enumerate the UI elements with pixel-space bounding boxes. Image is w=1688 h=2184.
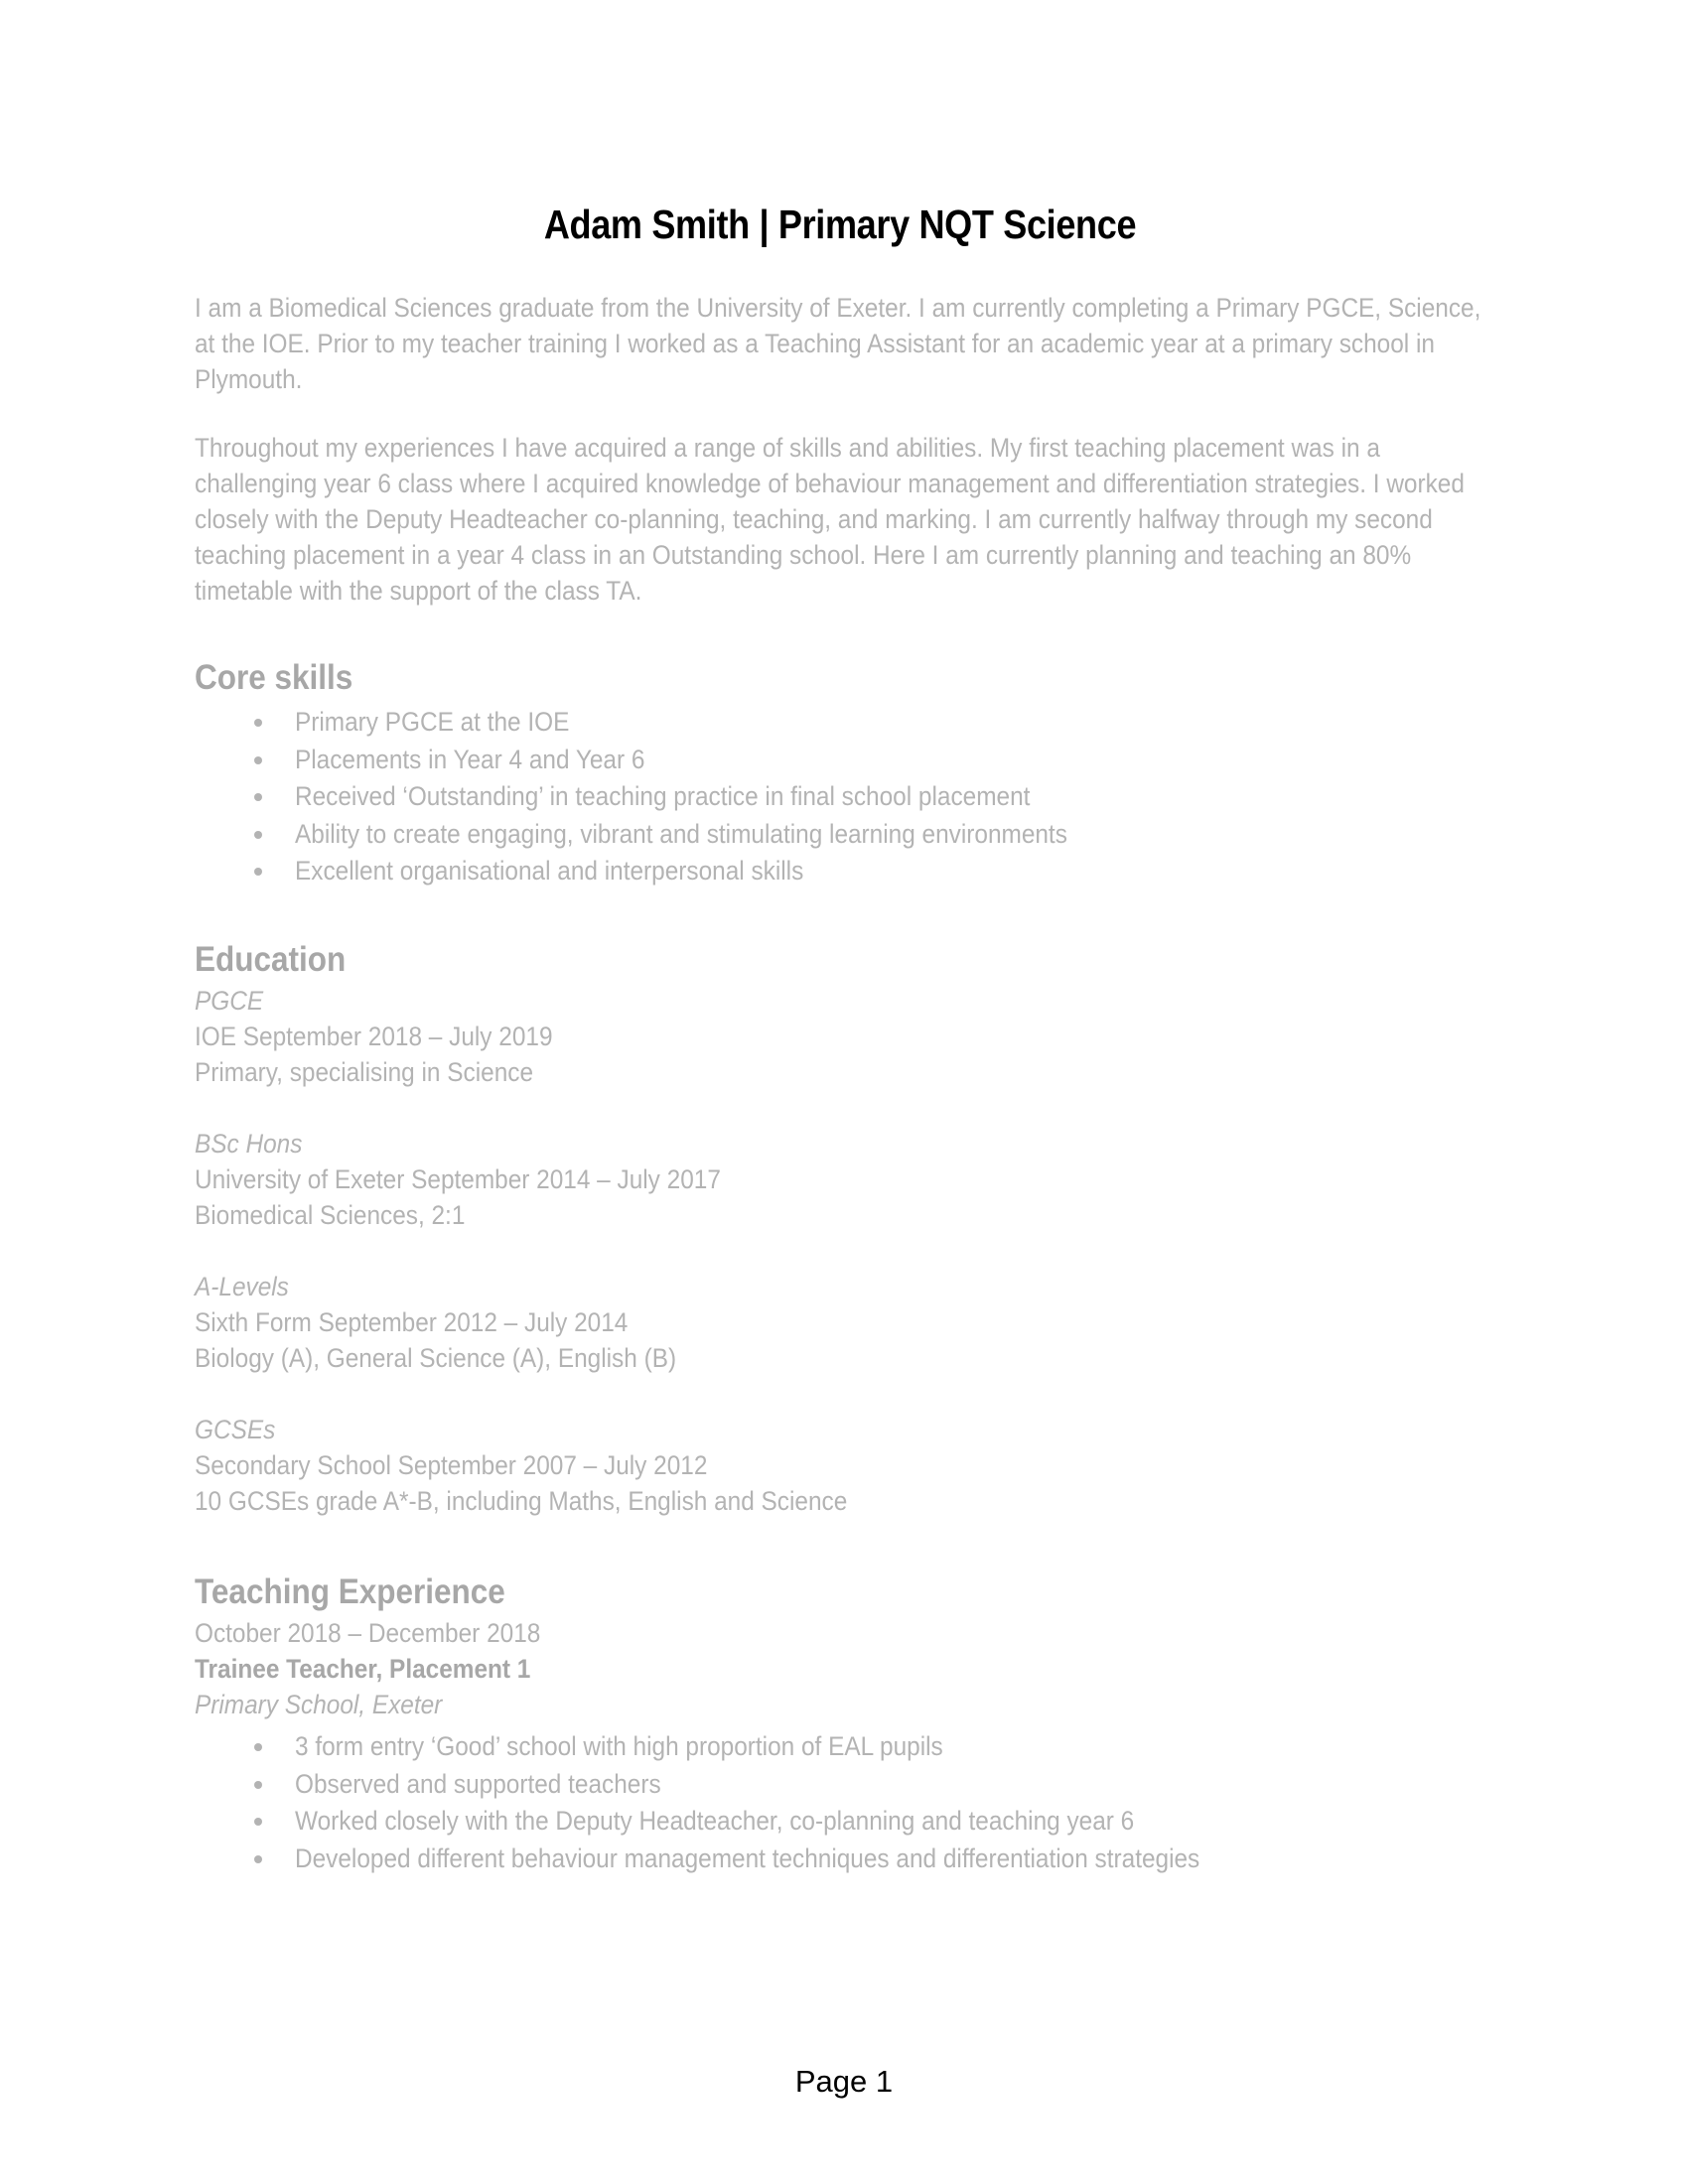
intro-paragraph-2: Throughout my experiences I have acquired a range of skills and abilities. My first teaching placement was in a challenging year 6 class where I acquired knowledge of behaviour management and differentiation strategies. I worked closely with the Deputy Headteacher co-planning, teaching, and marking. I am currently halfway through my second teaching placement in a year 4 class in an Outstanding school. Here I am currently planning and teaching an 80% timetable with the support of the class TA. <box>195 433 1465 607</box>
education-qualification: PGCE <box>195 986 264 1017</box>
list-item <box>195 1803 1485 1841</box>
list-item-label: Excellent organisational and interpersonal skills <box>295 856 804 887</box>
education-qualification: BSc Hons <box>195 1129 303 1160</box>
list-item-label: Placements in Year 4 and Year 6 <box>295 744 645 774</box>
list-item <box>195 1766 1485 1804</box>
bullet-dot-icon <box>254 1781 262 1789</box>
page-title: Adam Smith | Primary NQT Science <box>543 202 1137 247</box>
list-item-label: Received ‘Outstanding’ in teaching practice in final school placement <box>295 781 1031 812</box>
bullet-dot-icon <box>254 1855 262 1863</box>
list-item <box>195 742 1485 779</box>
intro-paragraph-1: I am a Biomedical Sciences graduate from the University of Exeter. I am currently completing a Primary PGCE, Science, at the IOE. Prior to my teacher training I worked as a Teaching Assistant for an academic year at a primary school in Plymouth. <box>195 293 1481 395</box>
list-item <box>195 704 1485 742</box>
list-item <box>195 1841 1485 1878</box>
education-entry <box>195 983 1485 1090</box>
bullet-dot-icon <box>254 868 262 876</box>
experience-organisation: Primary School, Exeter <box>195 1690 443 1720</box>
education-qualification: A-Levels <box>195 1272 289 1302</box>
education-detail: Primary, specialising in Science <box>195 1057 534 1088</box>
page-footer: Page 1 <box>794 2064 894 2099</box>
section-heading-teaching-experience: Teaching Experience <box>195 1572 505 1612</box>
bullet-dot-icon <box>254 1818 262 1826</box>
list-item-label: Worked closely with the Deputy Headteacher, co-planning and teaching year 6 <box>295 1806 1135 1837</box>
list-item-label: Observed and supported teachers <box>295 1768 661 1799</box>
bullet-dot-icon <box>254 831 262 839</box>
education-institution-dates: IOE September 2018 – July 2019 <box>195 1022 553 1052</box>
education-entry <box>195 1412 1485 1519</box>
experience-bullet-list <box>195 1728 1485 1877</box>
list-item <box>195 816 1485 854</box>
experience-role: Trainee Teacher, Placement 1 <box>195 1654 531 1685</box>
education-institution-dates: Secondary School September 2007 – July 2012 <box>195 1450 708 1481</box>
section-heading-core-skills: Core skills <box>195 658 353 698</box>
list-item-label: Developed different behaviour management techniques and differentiation strategies <box>295 1843 1200 1873</box>
document-content <box>195 0 1485 1877</box>
education-detail: Biomedical Sciences, 2:1 <box>195 1200 466 1231</box>
education-institution-dates: Sixth Form September 2012 – July 2014 <box>195 1307 629 1338</box>
education-detail: 10 GCSEs grade A*-B, including Maths, English and Science <box>195 1486 848 1517</box>
list-item <box>195 853 1485 890</box>
list-item <box>195 1728 1485 1766</box>
education-qualification: GCSEs <box>195 1415 276 1445</box>
section-heading-education: Education <box>195 939 347 979</box>
bullet-dot-icon <box>254 719 262 727</box>
bullet-dot-icon <box>254 756 262 764</box>
list-item-label: Ability to create engaging, vibrant and stimulating learning environments <box>295 818 1067 849</box>
list-item-label: 3 form entry ‘Good’ school with high proportion of EAL pupils <box>295 1731 943 1762</box>
bullet-dot-icon <box>254 793 262 801</box>
education-institution-dates: University of Exeter September 2014 – July 2017 <box>195 1164 721 1195</box>
education-entry <box>195 1269 1485 1376</box>
list-item <box>195 778 1485 816</box>
list-item-label: Primary PGCE at the IOE <box>295 707 570 738</box>
core-skills-list <box>195 704 1485 890</box>
education-entry <box>195 1126 1485 1233</box>
bullet-dot-icon <box>254 1743 262 1751</box>
experience-dates: October 2018 – December 2018 <box>195 1618 541 1649</box>
education-detail: Biology (A), General Science (A), English (B) <box>195 1343 677 1374</box>
experience-entry <box>195 1615 1485 1877</box>
